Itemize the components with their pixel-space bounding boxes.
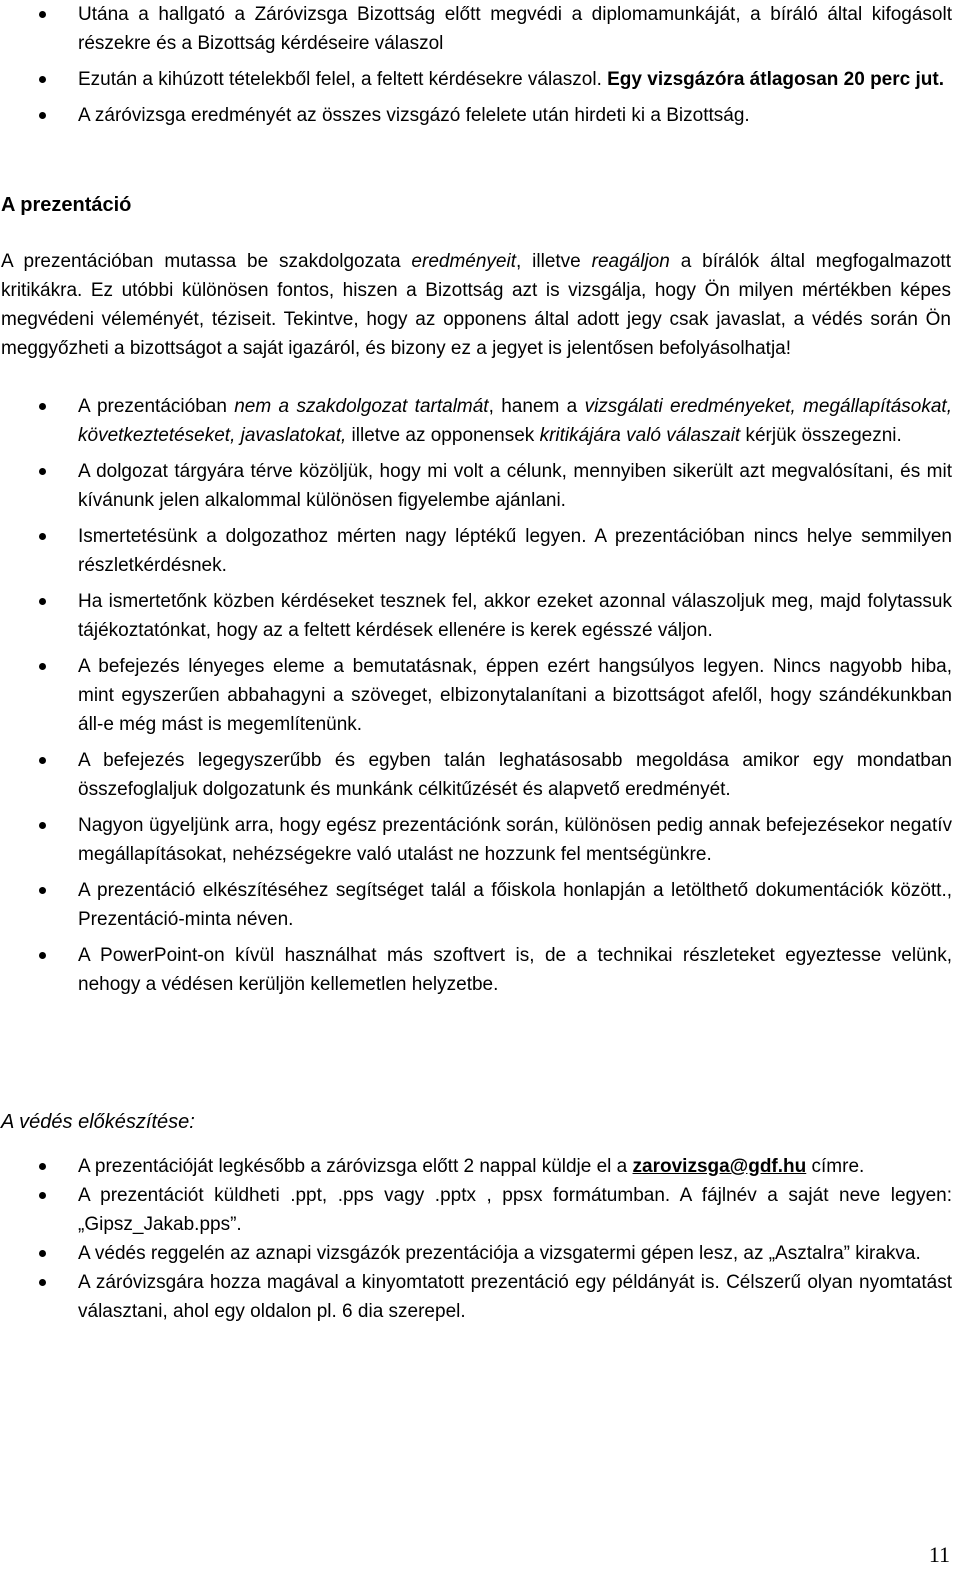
presentation-paragraph xyxy=(1,247,951,363)
list-item-text: Nagyon ügyeljünk arra, hogy egész prezentációnk során, különösen pedig annak befejezésekor negatív megállapításokat, nehézségekre való utalást ne hozzunk fel mentségünkre. xyxy=(78,815,952,865)
bullet-icon xyxy=(39,887,46,894)
list-item-italic-text: nem a szakdolgozat tartalmát xyxy=(234,396,489,417)
bullet-icon xyxy=(39,1250,46,1257)
list-item-text: Ezután a kihúzott tételekből felel, a feltett kérdésekre válaszol. xyxy=(78,69,608,90)
list-item-text: Ismertetésünk a dolgozathoz mérten nagy léptékű legyen. A prezentációban nincs helye semmilyen részletkérdésnek. xyxy=(78,526,952,576)
bullet-icon xyxy=(39,11,46,18)
bullet-icon xyxy=(39,663,46,670)
list-item-text: A prezentáció elkészítéséhez segítséget talál a főiskola honlapján a letölthető dokumentációk között., Prezentáció-minta néven. xyxy=(78,880,952,930)
paragraph-italic-text: eredményeit xyxy=(411,251,516,272)
list-item-text: A záróvizsgára hozza magával a kinyomtatott prezentáció egy példányát is. Célszerű olyan nyomtatást választani, ahol egy oldalon pl. 6 dia szerepel. xyxy=(78,1272,952,1322)
bullet-icon xyxy=(39,1192,46,1199)
bullet-icon xyxy=(39,757,46,764)
list-item-text: Ha ismertetőnk közben kérdéseket tesznek fel, akkor ezeket azonnal válaszoljuk meg, majd folytassuk tájékoztatónkat, hogy az a feltett kérdések ellenére is kerek egésszé váljon. xyxy=(78,591,952,641)
paragraph-text: A prezentációban mutassa be szakdolgozata xyxy=(1,251,412,272)
bullet-icon xyxy=(39,952,46,959)
list-item xyxy=(0,1152,960,1181)
list-item-text: címre. xyxy=(806,1156,865,1177)
list-item xyxy=(0,587,960,645)
list-item xyxy=(0,0,960,58)
list-item xyxy=(0,652,960,739)
email-link[interactable]: zarovizsga@gdf.hu xyxy=(632,1156,807,1177)
list-item-text: Utána a hallgató a Záróvizsga Bizottság előtt megvédi a diplomamunkáját, a bíráló által kifogásolt részekre és a Bizottság kérdéseire válaszol xyxy=(78,4,952,54)
list-item-italic-text: vizsgálati eredményeket, megállapításokat, következtetéseket, javaslatokat, xyxy=(78,396,952,446)
section-heading-vedes-elokeszitese: A védés előkészítése: xyxy=(1,1111,195,1133)
list-item-text: kérjük összegezni. xyxy=(740,425,902,446)
list-item-text: A prezentációban xyxy=(78,396,235,417)
intro-bullet-list xyxy=(0,0,960,130)
bullet-icon xyxy=(39,1279,46,1286)
list-item xyxy=(0,392,960,450)
list-item xyxy=(0,522,960,580)
bullet-icon xyxy=(39,822,46,829)
list-item xyxy=(0,65,960,94)
list-item xyxy=(0,1181,960,1239)
list-item-text: illetve az opponensek xyxy=(346,425,540,446)
paragraph-text: a bírálók által megfogalmazott kritikákra. Ez utóbbi különösen fontos, hiszen a Bizottság azt is vizsgálja, hogy Ön milyen mértékben képes megvédeni véleményét, téziseit. Tekintve, hogy az opponens által adott jegy csak javaslat, a védés során Ön meggyőzheti a bizottságot a saját igazáról, és bizony ez a jegyet is jelentősen befolyásolhatja! xyxy=(1,251,951,359)
list-item-text: A befejezés legegyszerűbb és egyben talán leghatásosabb megoldása amikor egy mondatban összefoglaljuk dolgozatunk és munkánk célkitűzését és alapvető eredményét. xyxy=(78,750,952,800)
bullet-icon xyxy=(39,468,46,475)
bullet-icon xyxy=(39,533,46,540)
list-item xyxy=(0,101,960,130)
list-item-text: A prezentációt küldheti .ppt, .pps vagy .pptx , ppsx formátumban. A fájlnév a saját neve legyen: „Gipsz_Jakab.pps”. xyxy=(78,1185,952,1235)
defense-bullet-list xyxy=(0,1152,960,1326)
presentation-bullet-list xyxy=(0,392,960,999)
list-item-text: A PowerPoint-on kívül használhat más szoftvert is, de a technikai részleteket egyeztesse velünk, nehogy a védésen kerüljön kellemetlen helyzetbe. xyxy=(78,945,952,995)
list-item-text: A záróvizsga eredményét az összes vizsgázó felelete után hirdeti ki a Bizottság. xyxy=(78,105,750,126)
list-item xyxy=(0,457,960,515)
section-heading-prezentacio: A prezentáció xyxy=(1,194,132,216)
bullet-icon xyxy=(39,76,46,83)
list-item-italic-text: kritikájára való válaszait xyxy=(539,425,741,446)
list-item xyxy=(0,746,960,804)
bullet-icon xyxy=(39,403,46,410)
list-item xyxy=(0,1268,960,1326)
list-item xyxy=(0,876,960,934)
paragraph-text: , illetve xyxy=(515,251,592,272)
bullet-icon xyxy=(39,1163,46,1170)
list-item-text: , hanem a xyxy=(488,396,585,417)
paragraph-italic-text: reagáljon xyxy=(591,251,670,272)
list-item xyxy=(0,941,960,999)
page-number: 11 xyxy=(928,1542,950,1567)
bullet-icon xyxy=(39,598,46,605)
list-item-text: A védés reggelén az aznapi vizsgázók prezentációja a vizsgatermi gépen lesz, az „Asztalra” kirakva. xyxy=(78,1243,921,1264)
list-item-text: A prezentációját legkésőbb a záróvizsga előtt 2 nappal küldje el a xyxy=(78,1156,633,1177)
list-item-text: A dolgozat tárgyára térve közöljük, hogy mi volt a célunk, mennyiben sikerült azt megvalósítani, és mit kívánunk jelen alkalommal különösen figyelembe ajánlani. xyxy=(78,461,952,511)
list-item-text: A befejezés lényeges eleme a bemutatásnak, éppen ezért hangsúlyos legyen. Nincs nagyobb hiba, mint egyszerűen abbahagyni a szöveget, elbizonytalanítani a bizottságot afelől, hogy szándékunkban áll-e még mást is megemlítenünk. xyxy=(78,656,952,735)
list-item-bold-text: Egy vizsgázóra átlagosan 20 perc jut. xyxy=(607,69,944,90)
list-item xyxy=(0,1239,960,1268)
list-item xyxy=(0,811,960,869)
bullet-icon xyxy=(39,112,46,119)
